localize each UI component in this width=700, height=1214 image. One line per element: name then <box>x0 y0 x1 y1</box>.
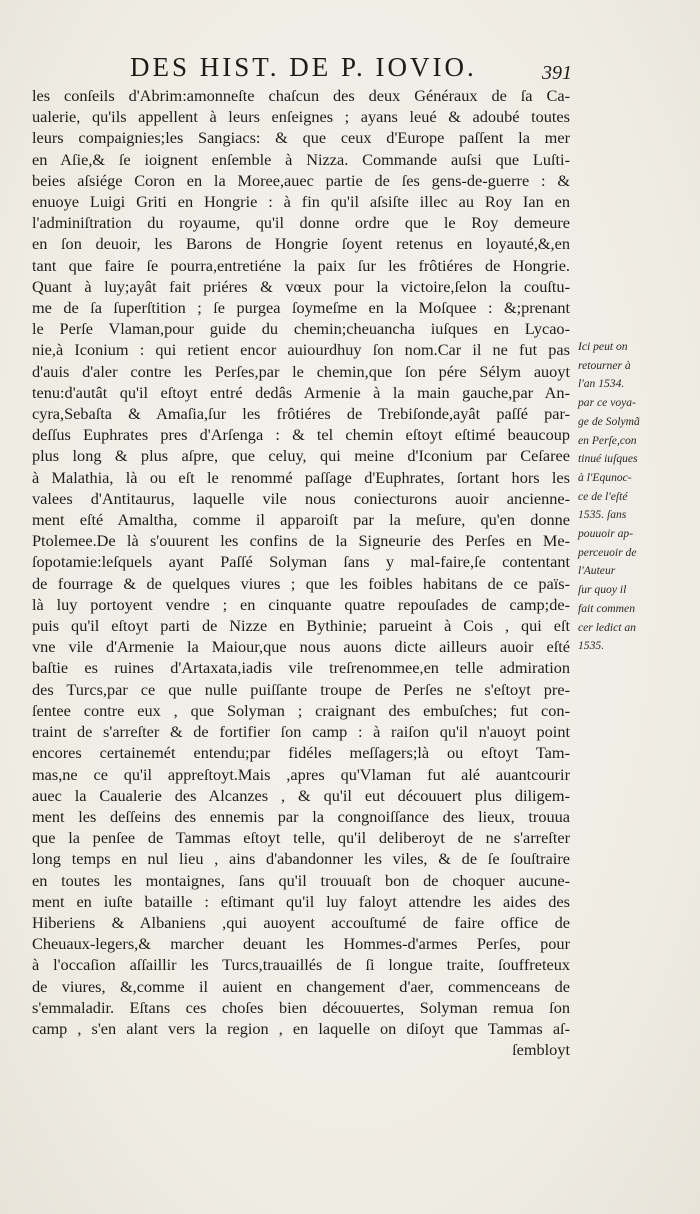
text-line: en ſon deuoir, les Barons de Hongrie ſoyent retenus en loyauté,&,en <box>32 234 570 254</box>
marginal-note-line: Ici peut on <box>578 340 628 353</box>
marginal-note-line: cer ledict an <box>578 620 636 634</box>
text-line: ualerie, qu'ils appellent à leurs enſeignes ; ayans leué & adoubé toutes <box>32 107 570 127</box>
text-line: d'auis d'aler contre les Perſes,par le chemin,que ſon pére Sélym auoyt <box>32 361 570 381</box>
marginal-note-line: à l'Equnoc- <box>578 470 632 484</box>
marginal-note-line: par ce voya- <box>578 396 636 410</box>
text-line: de viures, &,comme il auient en changement d'aer, commenceans de <box>32 976 570 996</box>
text-line: là luy portoyent vendre ; en cinquante quatre repouſades de camp;de- <box>32 594 570 614</box>
text-line: ment en iuſte bataille : eſtimant qu'il luy faloyt attendre les aides des <box>32 891 570 911</box>
text-line: à l'occaſion aſſaillir les Turcs,trauaillés de ſi longue traite, ſouffreteux <box>32 955 570 975</box>
text-line: ment eſté Amaltha, comme il apparoiſt par la meſure, qu'en donne <box>32 510 570 530</box>
text-line: nie,à Iconium : qui retient encor auiourdhuy ſon nom.Car il ne fut pas <box>32 340 570 360</box>
text-line: l'adminiſtration du royaume, qu'il donne ordre que le Roy demeure <box>32 213 570 233</box>
marginal-note-line: l'Auteur <box>578 564 616 578</box>
text-line: ſopotamie:leſquels ayant Paſſé Solyman ſans y mal-faire,ſe contentant <box>32 552 570 572</box>
text-line: traint de s'arreſter & de fortifier ſon camp : à raiſon qu'il n'auoyt point <box>32 722 570 742</box>
text-line: leurs compaignies;les Sangiacs: & que ceux d'Europe paſſent la mer <box>32 128 570 148</box>
marginal-note-line: tinué iuſques <box>578 452 638 466</box>
marginal-note-line: l'an 1534. <box>578 377 625 391</box>
marginal-note-line: ge de Solymã <box>578 414 640 428</box>
text-line: à Malathia, là ou eſt le renommé paſſage d'Euphrates, ſortant hors les <box>32 467 570 487</box>
text-line: puis qu'il eſtoyt parti de Nizze en Bythinie; parueint à Cois , qui eſt <box>32 616 570 636</box>
text-line: en Aſie,& ſe ioignent enſemble à Nizza. Commande auſsi que Luſti- <box>32 149 570 169</box>
text-line: les conſeils d'Abrim:amonneſte chaſcun des deux Généraux de ſa Ca- <box>32 86 570 105</box>
text-line: deſſus Euphrates pres d'Arſenga : & tel chemin eſtoyt eſtimé beaucoup <box>32 425 570 445</box>
text-line: baſtie es ruines d'Artaxata,iadis vile treſrenommee,en telle admiration <box>32 658 570 678</box>
page-header <box>130 46 570 86</box>
text-line: de fourrage & de quelques viures ; que les foibles habitans de ce païs- <box>32 573 570 593</box>
text-line: long temps en nul lieu , ains d'abandonner les viles, & de ſe ſouſtraire <box>32 849 570 869</box>
text-line: en toutes les montaignes, ſans qu'il trouuaſt bon de choquer aucune- <box>32 870 570 890</box>
text-line: ſembloyt <box>512 1040 570 1060</box>
marginal-note-line: ce de l'eſté <box>578 489 628 503</box>
marginal-note-line: pouuoir ap- <box>578 527 634 541</box>
text-line: cyra,Sebaſta & Amaſia,ſur les frôtiéres de Trebiſonde,ayât paſſé par- <box>32 404 570 424</box>
text-line: mas,ne ce qu'il appreſtoyt.Mais ,apres qu'Vlaman fut alé auantcourir <box>32 764 570 784</box>
text-line: ſentee contre eux , que Solyman ; craignant des embuſches; fut con- <box>32 700 570 720</box>
running-head: DES HIST. DE P. IOVIO. <box>130 52 477 82</box>
text-line: des Turcs,par ce que nulle puiſſante troupe de Perſes ne s'eſtoyt pre- <box>32 679 570 699</box>
marginal-note-line: ſur quoy il <box>578 583 627 597</box>
marginal-note-line: fait commen <box>578 601 635 615</box>
text-line: le Perſe Vlaman,pour guide du chemin;cheuancha iuſques en Lycao- <box>32 319 570 339</box>
main-text-block <box>32 85 570 1060</box>
marginal-note-line: perceuoir de <box>578 545 637 559</box>
text-line: tenu:d'autât qu'il eſtoyt entré dedâs Armenie à la main gauche,par An- <box>32 382 570 402</box>
text-line: ment les deſſeins des ennemis par la congnoiſſance des lieux, trouua <box>32 806 570 826</box>
page-number: 391 <box>542 62 572 84</box>
text-line: valees d'Antitaurus, laquelle vile nous coniecturons auoir ancienne- <box>32 488 570 508</box>
text-line: enuoye Luigi Griti en Hongrie : à fin qu'il aſsiſte illec au Roy Ian en <box>32 192 570 212</box>
text-line: s'emmaladir. Eſtans ces choſes bien découuertes, Solyman remua ſon <box>32 997 570 1017</box>
marginal-note <box>578 338 688 656</box>
text-line: tant que faire ſe pourra,entretiéne la paix ſur les frôtiéres de Hongrie. <box>32 255 570 275</box>
text-line: encores certainemét entendu;par fidéles meſſagers;là ou eſtoyt Tam- <box>32 743 570 763</box>
text-line: que la penſee de Tammas eſtoyt telle, qu'il deliberoyt de ne s'arreſter <box>32 828 570 848</box>
marginal-note-line: en Perſe,con <box>578 433 637 447</box>
text-line: plus long & plus aſpre, que celuy, qui meine d'Iconium par Ceſaree <box>32 446 570 466</box>
marginal-note-line: 1535. <box>578 639 605 653</box>
text-line: Ptolemee.De là s'ouurent les confins de la Signeurie des Perſes en Me- <box>32 531 570 551</box>
marginal-note-line: 1535. ſans <box>578 508 627 522</box>
text-line: Quant à luy;ayât fait priéres & vœux pour la victoire,ſelon la couſtu- <box>32 276 570 296</box>
text-line: vne vile d'Armenie la Maiour,que nous auons dicte ailleurs auoir eſté <box>32 637 570 657</box>
text-line: Hiberiens & Albaniens ,qui auoyent accouſtumé de faire office de <box>32 912 570 932</box>
text-line: beies aſsiége Coron en la Moree,auec partie de ſes gens-de-guerre : & <box>32 170 570 190</box>
text-line: auec la Caualerie des Alcanzes , & qu'il eut découuert plus diligem- <box>32 785 570 805</box>
text-line: camp , s'en alant vers la region , en laquelle on diſoyt que Tammas aſ- <box>32 1018 570 1038</box>
text-line: me de ſa ſuperſtition ; ſe purgea ſoymeſme en la Moſquee : &;prenant <box>32 298 570 318</box>
marginal-note-line: retourner à <box>578 358 631 372</box>
text-line: Cheuaux-legers,& marcher deuant les Hommes-d'armes Perſes, pour <box>32 934 570 954</box>
